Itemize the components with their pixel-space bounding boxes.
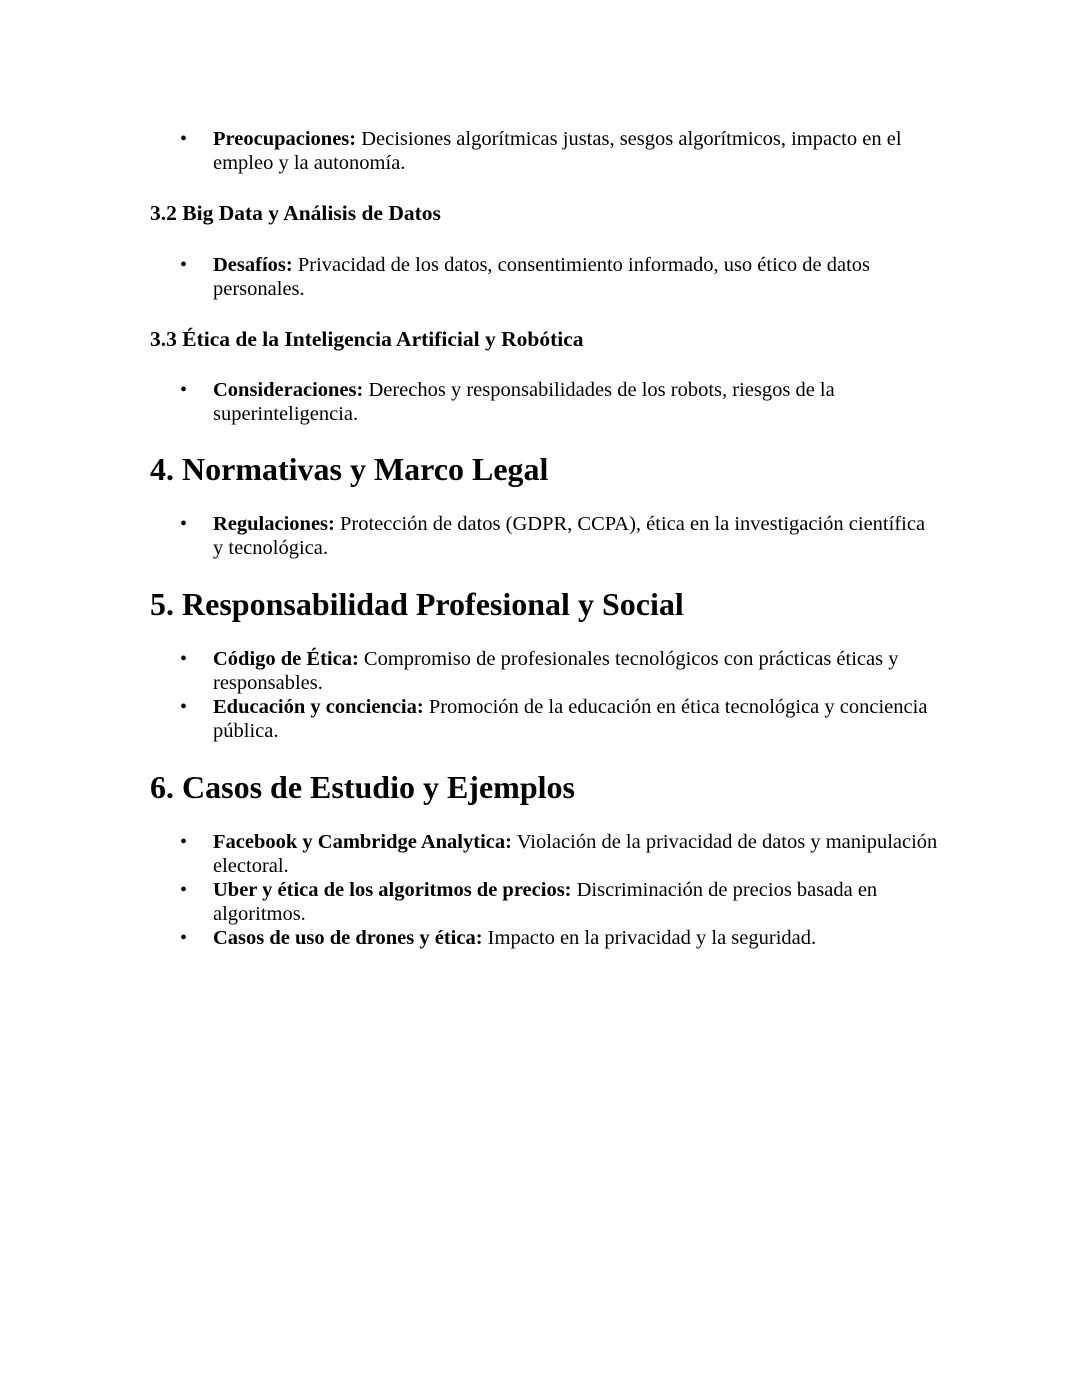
bullet-icon: •	[180, 513, 188, 535]
bullet-icon: •	[180, 379, 188, 401]
list-item	[150, 127, 940, 175]
section-heading-5: 5. Responsabilidad Profesional y Social	[150, 586, 684, 622]
item-text: Impacto en la privacidad y la seguridad.	[482, 927, 817, 949]
item-label: Desafíos:	[213, 254, 293, 276]
section-5-list	[150, 647, 940, 743]
bullet-icon: •	[180, 879, 188, 901]
item-text: Compromiso de profesionales tecnológicos con prácticas éticas y responsables.	[213, 648, 899, 694]
item-text: Decisiones algorítmicas justas, sesgos algorítmicos, impacto en el empleo y la autonomía.	[213, 128, 902, 174]
item-label: Preocupaciones:	[213, 128, 357, 150]
list-item	[150, 647, 940, 695]
list-item	[150, 512, 940, 560]
section-3-2-list	[150, 253, 940, 301]
list-item	[150, 378, 940, 426]
section-6-list	[150, 830, 940, 950]
section-heading-4: 4. Normativas y Marco Legal	[150, 451, 549, 487]
list-item	[150, 695, 940, 743]
bullet-icon: •	[180, 254, 188, 276]
list-item	[150, 878, 940, 926]
item-label: Casos de uso de drones y ética:	[213, 927, 483, 949]
item-label: Regulaciones:	[213, 513, 335, 535]
item-text: Violación de la privacidad de datos y manipulación electoral.	[213, 831, 938, 877]
item-text: Promoción de la educación en ética tecnológica y conciencia pública.	[213, 696, 928, 742]
item-text: Privacidad de los datos, consentimiento informado, uso ético de datos personales.	[213, 254, 871, 300]
item-text: Protección de datos (GDPR, CCPA), ética en la investigación científica y tecnológica.	[213, 513, 926, 559]
list-item	[150, 253, 940, 301]
item-label: Uber y ética de los algoritmos de precios:	[213, 879, 572, 901]
list-item	[150, 830, 940, 878]
item-text: Derechos y responsabilidades de los robots, riesgos de la superinteligencia.	[213, 379, 835, 425]
bullet-icon: •	[180, 696, 188, 718]
section-3-3-list	[150, 378, 940, 426]
bullet-icon: •	[180, 831, 188, 853]
section-heading-6: 6. Casos de Estudio y Ejemplos	[150, 769, 575, 805]
item-label: Facebook y Cambridge Analytica:	[213, 831, 512, 853]
bullet-icon: •	[180, 648, 188, 670]
bullet-icon: •	[180, 927, 188, 949]
section-heading-3-3: 3.3 Ética de la Inteligencia Artificial y Robótica	[150, 327, 584, 351]
list-item	[150, 926, 940, 950]
bullet-icon: •	[180, 128, 188, 150]
item-text: Discriminación de precios basada en algoritmos.	[213, 879, 878, 925]
section-heading-3-2: 3.2 Big Data y Análisis de Datos	[150, 201, 441, 225]
intro-bullet-list	[150, 127, 940, 175]
section-4-list	[150, 512, 940, 560]
item-label: Consideraciones:	[213, 379, 364, 401]
item-label: Educación y conciencia:	[213, 696, 424, 718]
item-label: Código de Ética:	[213, 648, 359, 670]
